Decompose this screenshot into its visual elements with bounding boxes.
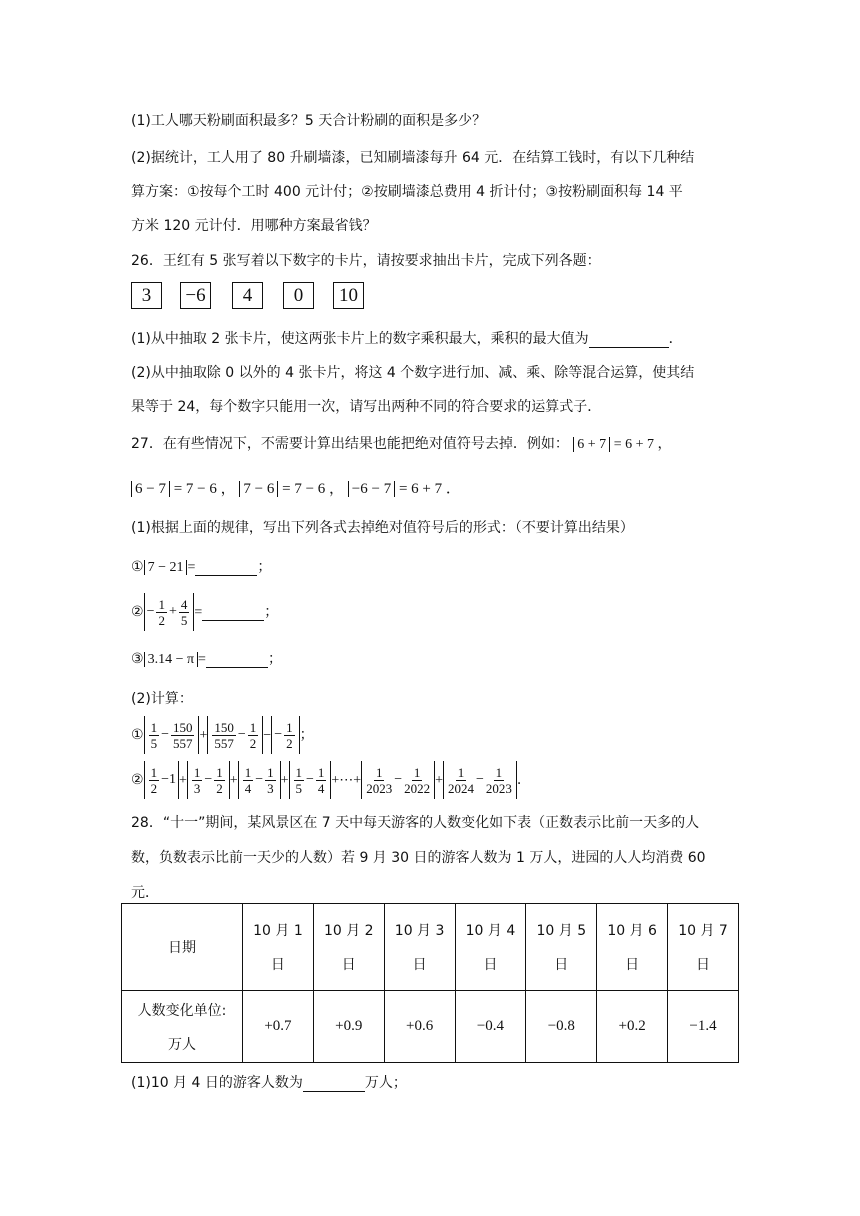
number-card-4: 0 <box>283 282 314 309</box>
answer-blank[interactable] <box>195 559 257 576</box>
q27-examples <box>131 477 461 498</box>
calc1-abs-2: $\frac{150}{557}$ − $\frac{1}{2}$ <box>207 716 263 754</box>
q25-part2-line3: 方米 120 元计付．用哪种方案最省钱？ <box>131 218 377 234</box>
value-cell: +0.2 <box>597 991 668 1063</box>
number-card-1: 3 <box>131 282 162 309</box>
q28-part1 <box>131 1072 407 1092</box>
value-cell: −0.4 <box>455 991 526 1063</box>
example-3-abs: 7 − 6 <box>239 481 278 497</box>
q27-calc-1: ① $\frac{1}{5}$ − $\frac{150}{557}$ + $\frac{150}{557}$ − $\frac{1}{2}$ − − $\frac{1}{2}$ ； <box>131 716 314 754</box>
visitor-change-table <box>121 903 739 1063</box>
date-cell: 10 月 4 日 <box>455 904 526 991</box>
date-cell: 10 月 7 日 <box>668 904 739 991</box>
q28-line3: 元． <box>131 885 159 901</box>
table-row <box>122 991 739 1063</box>
circled-3: ③ <box>131 651 144 667</box>
q27-part1: (1)根据上面的规律，写出下列各式去掉绝对值符号后的形式：（不要计算出结果） <box>131 520 634 536</box>
q26-part2-line2: 果等于 24，每个数字只能用一次，请写出两种不同的符合要求的运算式子． <box>131 399 602 415</box>
circled-2: ② <box>131 604 144 620</box>
q26-part2-line1: (2)从中抽取除 0 以外的 4 张卡片，将这 4 个数字进行加、减、乘、除等混合运算，使其结 <box>131 365 695 381</box>
header-label: 日期 <box>122 904 243 991</box>
date-cell: 10 月 3 日 <box>384 904 455 991</box>
value-cell: +0.9 <box>313 991 384 1063</box>
circled-1: ① <box>131 727 144 743</box>
q25-part2-line2: 算方案：①按每个工时 400 元计付；②按刷墙漆总费用 4 折计付；③按粉刷面积每 14 平 <box>131 184 683 200</box>
date-cell: 10 月 2 日 <box>313 904 384 991</box>
answer-blank[interactable] <box>589 331 669 348</box>
example-4-result: = 6 + 7 ． <box>398 481 461 497</box>
circled-1: ① <box>131 559 144 575</box>
example-2-result: = 7 − 6 ， <box>173 481 236 497</box>
table-row <box>122 904 739 991</box>
row-label: 人数变化单位: 万人 <box>122 991 243 1063</box>
date-cell: 10 月 1 日 <box>243 904 314 991</box>
q28-line1: 28．“十一”期间，某风景区在 7 天中每天游客的人数变化如下表（正数表示比前一天多的人 <box>131 815 700 831</box>
circled-2: ② <box>131 772 144 788</box>
q25-part2-line1: (2)据统计，工人用了 80 升刷墙漆，已知刷墙漆每升 64 元．在结算工钱时，有以下几种结 <box>131 150 695 166</box>
calc2-term-4: $\frac{1}{5}$ − $\frac{1}{4}$ <box>289 761 332 799</box>
value-cell: −1.4 <box>668 991 739 1063</box>
q28-part1-text: (1)10 月 4 日的游客人数为 <box>131 1075 303 1091</box>
q26-part1 <box>131 328 683 348</box>
q27-calc-2: ② $\frac{1}{2}$ −1 + $\frac{1}{3}$ − $\frac{1}{2}$ + $\frac{1}{4}$ − $\frac{1}{3}$ + $\frac{1}{5}$ − $\frac{1}{4}$ +⋯+ $\frac{1}{2023}$ − $\frac{1}{2022}$ + $\frac{1}{2024}$ − $\frac{1}{2023}$ . <box>131 761 521 799</box>
calc1-abs-1: $\frac{1}{5}$ − $\frac{150}{557}$ <box>144 716 200 754</box>
item-3-abs: 3.14 − π <box>144 652 198 667</box>
q25-part1: (1)工人哪天粉刷面积最多？5 天合计粉刷的面积是多少？ <box>131 113 487 129</box>
calc2-term-3: $\frac{1}{4}$ − $\frac{1}{3}$ <box>238 761 281 799</box>
calc1-abs-3: − $\frac{1}{2}$ <box>271 716 299 754</box>
calc2-term-6: $\frac{1}{2024}$ − $\frac{1}{2023}$ <box>443 761 517 799</box>
q27-item-3: ③ 3.14 − π = ； <box>131 651 282 667</box>
q27-part2: (2)计算： <box>131 691 193 707</box>
q27-item-2: ② − $\frac{1}{2}$ + $\frac{4}{5}$ = ； <box>131 593 278 631</box>
date-cell: 10 月 6 日 <box>597 904 668 991</box>
q28-line2: 数，负数表示比前一天少的人数）若 9 月 30 日的游客人数为 1 万人，进园的人人均消费 60 <box>131 850 706 866</box>
q27-item-1: ① 7 − 21 = ； <box>131 559 272 575</box>
calc2-term-2: $\frac{1}{3}$ − $\frac{1}{2}$ <box>187 761 230 799</box>
value-cell: +0.7 <box>243 991 314 1063</box>
value-cell: +0.6 <box>384 991 455 1063</box>
answer-blank[interactable] <box>206 651 268 668</box>
date-cell: 10 月 5 日 <box>526 904 597 991</box>
example-4-abs: −6 − 7 <box>348 481 395 497</box>
number-card-2: −6 <box>180 282 211 309</box>
item-2-abs: − $\frac{1}{2}$ + $\frac{4}{5}$ <box>144 593 195 631</box>
q27-intro <box>131 433 671 453</box>
example-3-result: = 7 − 6 ， <box>282 481 345 497</box>
number-card-5: 10 <box>333 282 364 309</box>
q28-part1-unit: 万人； <box>364 1075 407 1091</box>
calc2-term-5: $\frac{1}{2023}$ − $\frac{1}{2022}$ <box>361 761 435 799</box>
example-2-abs: 6 − 7 <box>131 481 170 497</box>
answer-blank[interactable] <box>303 1075 365 1092</box>
calc2-term-1: $\frac{1}{2}$ −1 <box>144 761 179 799</box>
q26-part1-end: ． <box>668 331 683 347</box>
item-1-abs: 7 − 21 <box>144 560 188 575</box>
number-card-3: 4 <box>232 282 263 309</box>
q26-intro: 26．王红有 5 张写着以下数字的卡片，请按要求抽出卡片，完成下列各题： <box>131 253 601 269</box>
answer-blank[interactable] <box>202 604 264 621</box>
value-cell: −0.8 <box>526 991 597 1063</box>
example-1: 6 + 7 = 6 + 7 ， <box>573 437 671 452</box>
q27-intro-text: 27．在有些情况下，不需要计算出结果也能把绝对值符号去掉．例如： <box>131 436 569 452</box>
q26-part1-text: (1)从中抽取 2 张卡片，使这两张卡片上的数字乘积最大，乘积的最大值为 <box>131 331 589 347</box>
